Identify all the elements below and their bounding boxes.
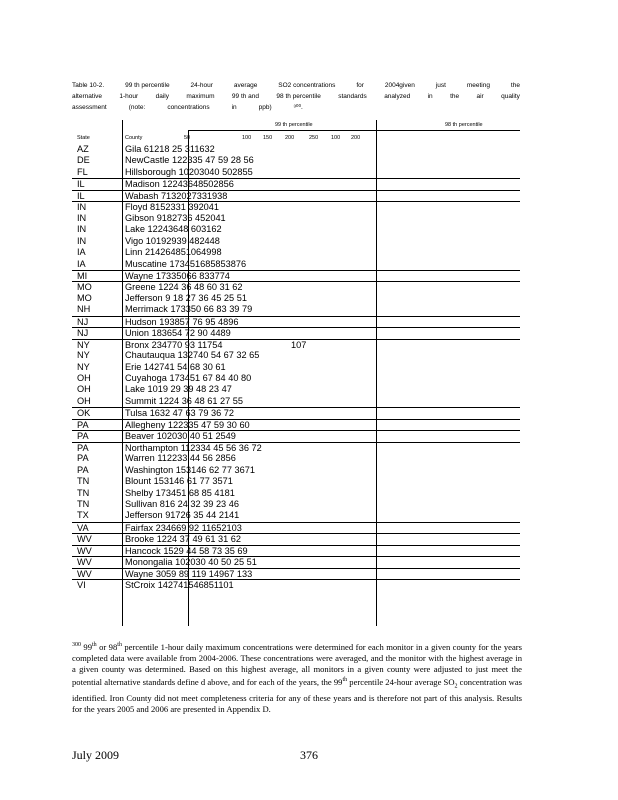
row-county: Muscatine [125, 258, 167, 269]
row-county: Hudson [125, 316, 157, 327]
page-number: 376 [300, 748, 318, 762]
row-state: OK [77, 408, 91, 419]
row-values: 12243648 603162 [147, 224, 222, 235]
caption-word: concentrations [167, 104, 210, 111]
footer-date: July 2009 [72, 748, 120, 762]
row-state: TN [77, 487, 90, 498]
row-values: 9182736 452041 [156, 212, 226, 223]
table-row [72, 293, 520, 304]
table-row [72, 201, 520, 213]
row-state: MI [77, 270, 88, 281]
row-state: VA [77, 522, 89, 533]
row-county-values [125, 569, 252, 580]
caption-word: ppb) [258, 104, 272, 111]
row-county: Lake [125, 224, 145, 235]
row-county-values [125, 167, 253, 178]
header-col-150: 150 [263, 135, 273, 141]
footnote [72, 640, 522, 716]
group-header-98: 98 th percentile [445, 122, 483, 128]
row-county-values [125, 546, 248, 557]
row-county: Merrimack [125, 304, 168, 315]
caption-word: 1-hour [119, 93, 139, 100]
footnote-text: percentile 1-hour daily maximum concentrations were determined for each monitor in a given county for the years completed data were available from 2004-2006. These concentrations were averaged, and the monitor with the highest average in a given county was determined. Based on this highest average, all monitors in a given county were adjusted to just meet the potential alternative standards define d above, and for each of the years, the 99 [72, 641, 522, 688]
table-row [72, 259, 520, 270]
caption-word: SO2 concentrations [278, 82, 336, 89]
row-values: 10203040 502855 [178, 166, 253, 177]
row-state: NY [77, 350, 90, 361]
header-col-50: 50 [184, 135, 191, 141]
table-row [72, 350, 520, 361]
table-row [72, 155, 520, 166]
caption-word: meeting [466, 82, 490, 89]
row-values: 9 18 27 36 45 25 51 [165, 292, 247, 303]
row-county: Washington [125, 464, 174, 475]
row-state: MO [77, 292, 92, 303]
table-row [72, 213, 520, 224]
row-values: 173451 68 85 4181 [155, 487, 235, 498]
table-row [72, 545, 520, 557]
header-col-200b: 200 [351, 135, 361, 141]
row-county: Floyd [125, 202, 148, 213]
row-county: Bronx [125, 339, 150, 350]
row-county-values [125, 431, 236, 442]
caption-word: in [427, 93, 433, 100]
table-row [72, 568, 520, 580]
row-county-values [125, 213, 226, 224]
row-state: IL [77, 179, 85, 190]
table-row [72, 178, 520, 190]
row-values: 17335066 833774 [155, 270, 230, 281]
table-row [72, 579, 520, 591]
table-row [72, 407, 520, 419]
table-row [72, 442, 520, 454]
caption-word: alternative [72, 93, 102, 100]
table-row [72, 144, 520, 155]
row-state: TN [77, 476, 90, 487]
row-county: Shelby [125, 487, 154, 498]
row-county: Vigo [125, 235, 144, 246]
row-values: 183654 72 90 4489 [151, 328, 231, 339]
caption-word: maximum [186, 93, 215, 100]
table-row [72, 522, 520, 534]
row-state: PA [77, 464, 89, 475]
row-state: PA [77, 431, 89, 442]
row-county: Chautauqua [125, 350, 176, 361]
row-values: 102030 40 50 25 51 [175, 557, 257, 568]
row-county: Cuyahoga [125, 373, 167, 383]
row-values: 91726 35 44 2141 [165, 510, 240, 521]
row-county-values [125, 510, 239, 521]
row-county-values [125, 499, 239, 510]
row-values: 122335 47 59 30 60 [167, 419, 250, 430]
footnote-sub: 2 [454, 684, 458, 691]
caption-word: just [435, 82, 446, 89]
row-county-values [125, 247, 222, 258]
caption-word: the [510, 82, 520, 89]
table-row [72, 327, 520, 339]
row-county-values [125, 191, 227, 202]
table-row [72, 419, 520, 431]
row-county: Hillsborough [125, 166, 177, 177]
row-county: Beaver [125, 431, 155, 442]
caption-word: 99 th percentile [125, 82, 170, 89]
row-state: WV [77, 545, 92, 556]
row-values: 153146 61 77 3571 [153, 476, 233, 487]
row-state: TX [77, 510, 89, 521]
row-state: FL [77, 166, 88, 177]
row-county: Erie [125, 361, 142, 372]
caption-word: 24-hour [190, 82, 213, 89]
table-row [72, 430, 520, 442]
caption-word: in [231, 104, 237, 111]
table-row [72, 281, 520, 293]
row-county-values [125, 224, 222, 235]
row-county: Greene [125, 282, 156, 293]
table-row [72, 384, 520, 395]
footnote-text: or 98 [96, 641, 118, 652]
table-row [72, 362, 520, 373]
row-values: 816 24 32 39 23 46 [159, 498, 239, 509]
caption-word: ³⁰⁰. [293, 104, 303, 111]
header-col-250: 250 [309, 135, 319, 141]
row-county: Brooke [125, 534, 155, 545]
caption-word: for [356, 82, 364, 89]
row-values: 1224 36 48 61 27 55 [158, 395, 244, 406]
row-county: Lake [125, 384, 145, 395]
row-county-values [125, 580, 234, 591]
caption-word: 98 th percentile [276, 93, 321, 100]
row-county: Madison [125, 179, 160, 190]
row-values: 214264851064998 [144, 247, 222, 258]
row-county: Gila [125, 144, 142, 154]
table-caption [72, 80, 520, 113]
row-county-values [125, 443, 262, 454]
row-values: 122335 47 59 28 56 [171, 155, 254, 166]
footnote-sup: th [92, 642, 97, 648]
caption-word: 2004given [384, 82, 415, 89]
row-values: 102030 40 51 2549 [156, 431, 236, 442]
caption-word: Table 10-2. [72, 82, 105, 89]
footnote-text: 99 [81, 641, 93, 652]
row-values: 7132027331938 [160, 190, 228, 201]
row-state: TN [77, 498, 90, 509]
caption-word: 99 th and [231, 93, 260, 100]
data-table [72, 120, 520, 626]
caption-line-1 [72, 80, 520, 91]
row-county: Wabash [125, 190, 159, 201]
row-county: Northampton [125, 442, 179, 453]
table-row [72, 533, 520, 545]
row-values: 1632 47 63 79 36 72 [149, 408, 234, 419]
footnote-text: percentile 24-hour average SO [347, 677, 455, 688]
caption-word: air [476, 93, 484, 100]
row-values: 173350 66 83 39 79 [170, 304, 253, 315]
group-header-99: 99 th percentile [275, 122, 313, 128]
row-state: NJ [77, 328, 89, 339]
row-county-values [125, 488, 235, 499]
table-row [72, 236, 520, 247]
row-county: Monongalia [125, 557, 173, 568]
table-row [72, 190, 520, 202]
table-row [72, 465, 520, 476]
row-county: Jefferson [125, 292, 163, 303]
row-county-values [125, 362, 226, 373]
row-county-values [125, 179, 234, 190]
row-county-values [125, 557, 257, 568]
row-values: 112334 45 56 36 72 [180, 442, 262, 453]
footnote-text: concentration was identified. Iron County did not meet completeness criteria for any of these years and is therefore not part of this analysis. Results for the years 2005 and 2006 are presented in Appendix D. [72, 677, 522, 715]
row-county-values [125, 293, 247, 304]
table-row [72, 316, 520, 328]
footnote-marker: 300 [72, 642, 81, 648]
row-state: MO [77, 282, 92, 293]
row-county-values [125, 271, 230, 282]
footnote-sup: th [117, 642, 122, 648]
row-county-values [125, 453, 236, 464]
row-values: 112233 44 56 2856 [157, 453, 236, 464]
row-county-values [125, 340, 222, 351]
table-row [72, 270, 520, 282]
row-county: Blount [125, 476, 152, 487]
row-values: 61218 25 311632 [143, 144, 215, 154]
row-state: OH [77, 384, 91, 395]
table-row [72, 167, 520, 178]
row-values: 12243648502856 [162, 179, 234, 190]
row-values: 1224 36 48 60 31 62 [158, 282, 243, 293]
row-county: Summit [125, 395, 157, 406]
row-county: Tulsa [125, 408, 148, 419]
table-row [72, 373, 520, 384]
row-state: VI [77, 580, 86, 591]
row-values: 142741546851101 [157, 580, 234, 591]
row-county: Sullivan [125, 498, 158, 509]
row-state: NJ [77, 316, 89, 327]
row-values: 173451 67 84 40 80 [169, 373, 252, 383]
row-county-values [125, 317, 238, 328]
row-county: Union [125, 328, 150, 339]
row-county-values [125, 465, 255, 476]
row-county-values [125, 155, 254, 166]
row-values: 142741 54 68 30 61 [143, 361, 226, 372]
row-county: Gibson [125, 212, 155, 223]
row-state: NY [77, 361, 90, 372]
caption-word: (note: [128, 104, 146, 111]
row-county: Wayne [125, 568, 154, 579]
row-county: Wayne [125, 270, 154, 281]
row-county: Hancock [125, 545, 161, 556]
row-county: StCroix [125, 580, 156, 591]
row-values: 153146 62 77 3671 [175, 464, 255, 475]
header-col-100b: 100 [331, 135, 341, 141]
row-state: DE [77, 155, 90, 166]
row-state: IA [77, 258, 86, 269]
table-row [72, 247, 520, 258]
row-state: IN [77, 224, 87, 235]
row-state: IA [77, 247, 86, 258]
caption-word: analyzed [384, 93, 411, 100]
header-col-200: 200 [285, 135, 295, 141]
row-state: NY [77, 339, 90, 350]
caption-word: assessment [72, 104, 107, 111]
footnote-sup: th [342, 677, 348, 684]
caption-line-3 [72, 102, 520, 113]
table-row [72, 339, 520, 351]
table-row [72, 304, 520, 315]
row-county-values [125, 534, 241, 545]
row-values: 8152331 392041 [150, 202, 220, 213]
row-county: NewCastle [125, 155, 170, 166]
row-state: IN [77, 202, 87, 213]
header-rule [188, 130, 520, 131]
row-county-values [125, 350, 259, 361]
row-county-values [125, 373, 251, 384]
header-county: County [125, 135, 143, 141]
caption-word: quality [501, 93, 520, 100]
row-state: OH [77, 395, 91, 406]
row-state: WV [77, 557, 92, 568]
row-county-values [125, 328, 231, 339]
row-state: AZ [77, 144, 89, 154]
row-county-values [125, 384, 232, 395]
row-values: 193857 76 95 4896 [159, 316, 239, 327]
row-county-values [125, 144, 215, 155]
row-values: 173451685853876 [169, 258, 247, 269]
table-row [72, 396, 520, 407]
row-values: 1224 37 49 61 31 62 [156, 534, 241, 545]
row-values: 234669 92 11652103 [155, 522, 242, 533]
row-state: PA [77, 453, 89, 464]
caption-line-2 [72, 91, 520, 102]
row-values: 10192939 482448 [145, 235, 220, 246]
row-values: 1019 29 39 48 23 47 [147, 384, 232, 395]
row-extra-value: 107 [291, 339, 307, 350]
row-county-values [125, 202, 219, 213]
row-state: IN [77, 212, 87, 223]
table-row [72, 453, 520, 464]
row-county-values [125, 420, 250, 431]
row-county-values [125, 476, 233, 487]
caption-word: average [233, 82, 258, 89]
row-state: OH [77, 373, 91, 383]
row-state: IL [77, 190, 85, 201]
table-row [72, 224, 520, 235]
row-values: 132740 54 67 32 65 [177, 350, 260, 361]
table-row [72, 499, 520, 510]
row-state: PA [77, 419, 89, 430]
table-row [72, 488, 520, 499]
row-values: 3059 89 119 14967 133 [155, 568, 253, 579]
row-county-values [125, 523, 242, 534]
row-values: 234770 93 11754 [151, 339, 223, 350]
row-county-values [125, 259, 246, 270]
row-county: Fairfax [125, 522, 154, 533]
header-col-100: 100 [242, 135, 252, 141]
caption-word: standards [338, 93, 367, 100]
header-state: State [77, 135, 90, 141]
row-state: WV [77, 568, 92, 579]
caption-word: daily [155, 93, 169, 100]
row-state: IN [77, 235, 87, 246]
row-county-values [125, 408, 234, 419]
table-row [72, 556, 520, 568]
row-state: WV [77, 534, 92, 545]
row-values: 1529 44 58 73 35 69 [163, 545, 248, 556]
row-county: Jefferson [125, 510, 163, 521]
table-row [72, 476, 520, 487]
table-row [72, 510, 520, 521]
row-state: NH [77, 304, 91, 315]
row-county-values [125, 304, 252, 315]
row-state: PA [77, 442, 89, 453]
row-county: Warren [125, 453, 155, 464]
row-county-values [125, 236, 220, 247]
row-county: Allegheny [125, 419, 166, 430]
row-county-values [125, 396, 243, 407]
row-county-values [125, 282, 243, 293]
caption-word: the [450, 93, 460, 100]
row-county: Linn [125, 247, 143, 258]
